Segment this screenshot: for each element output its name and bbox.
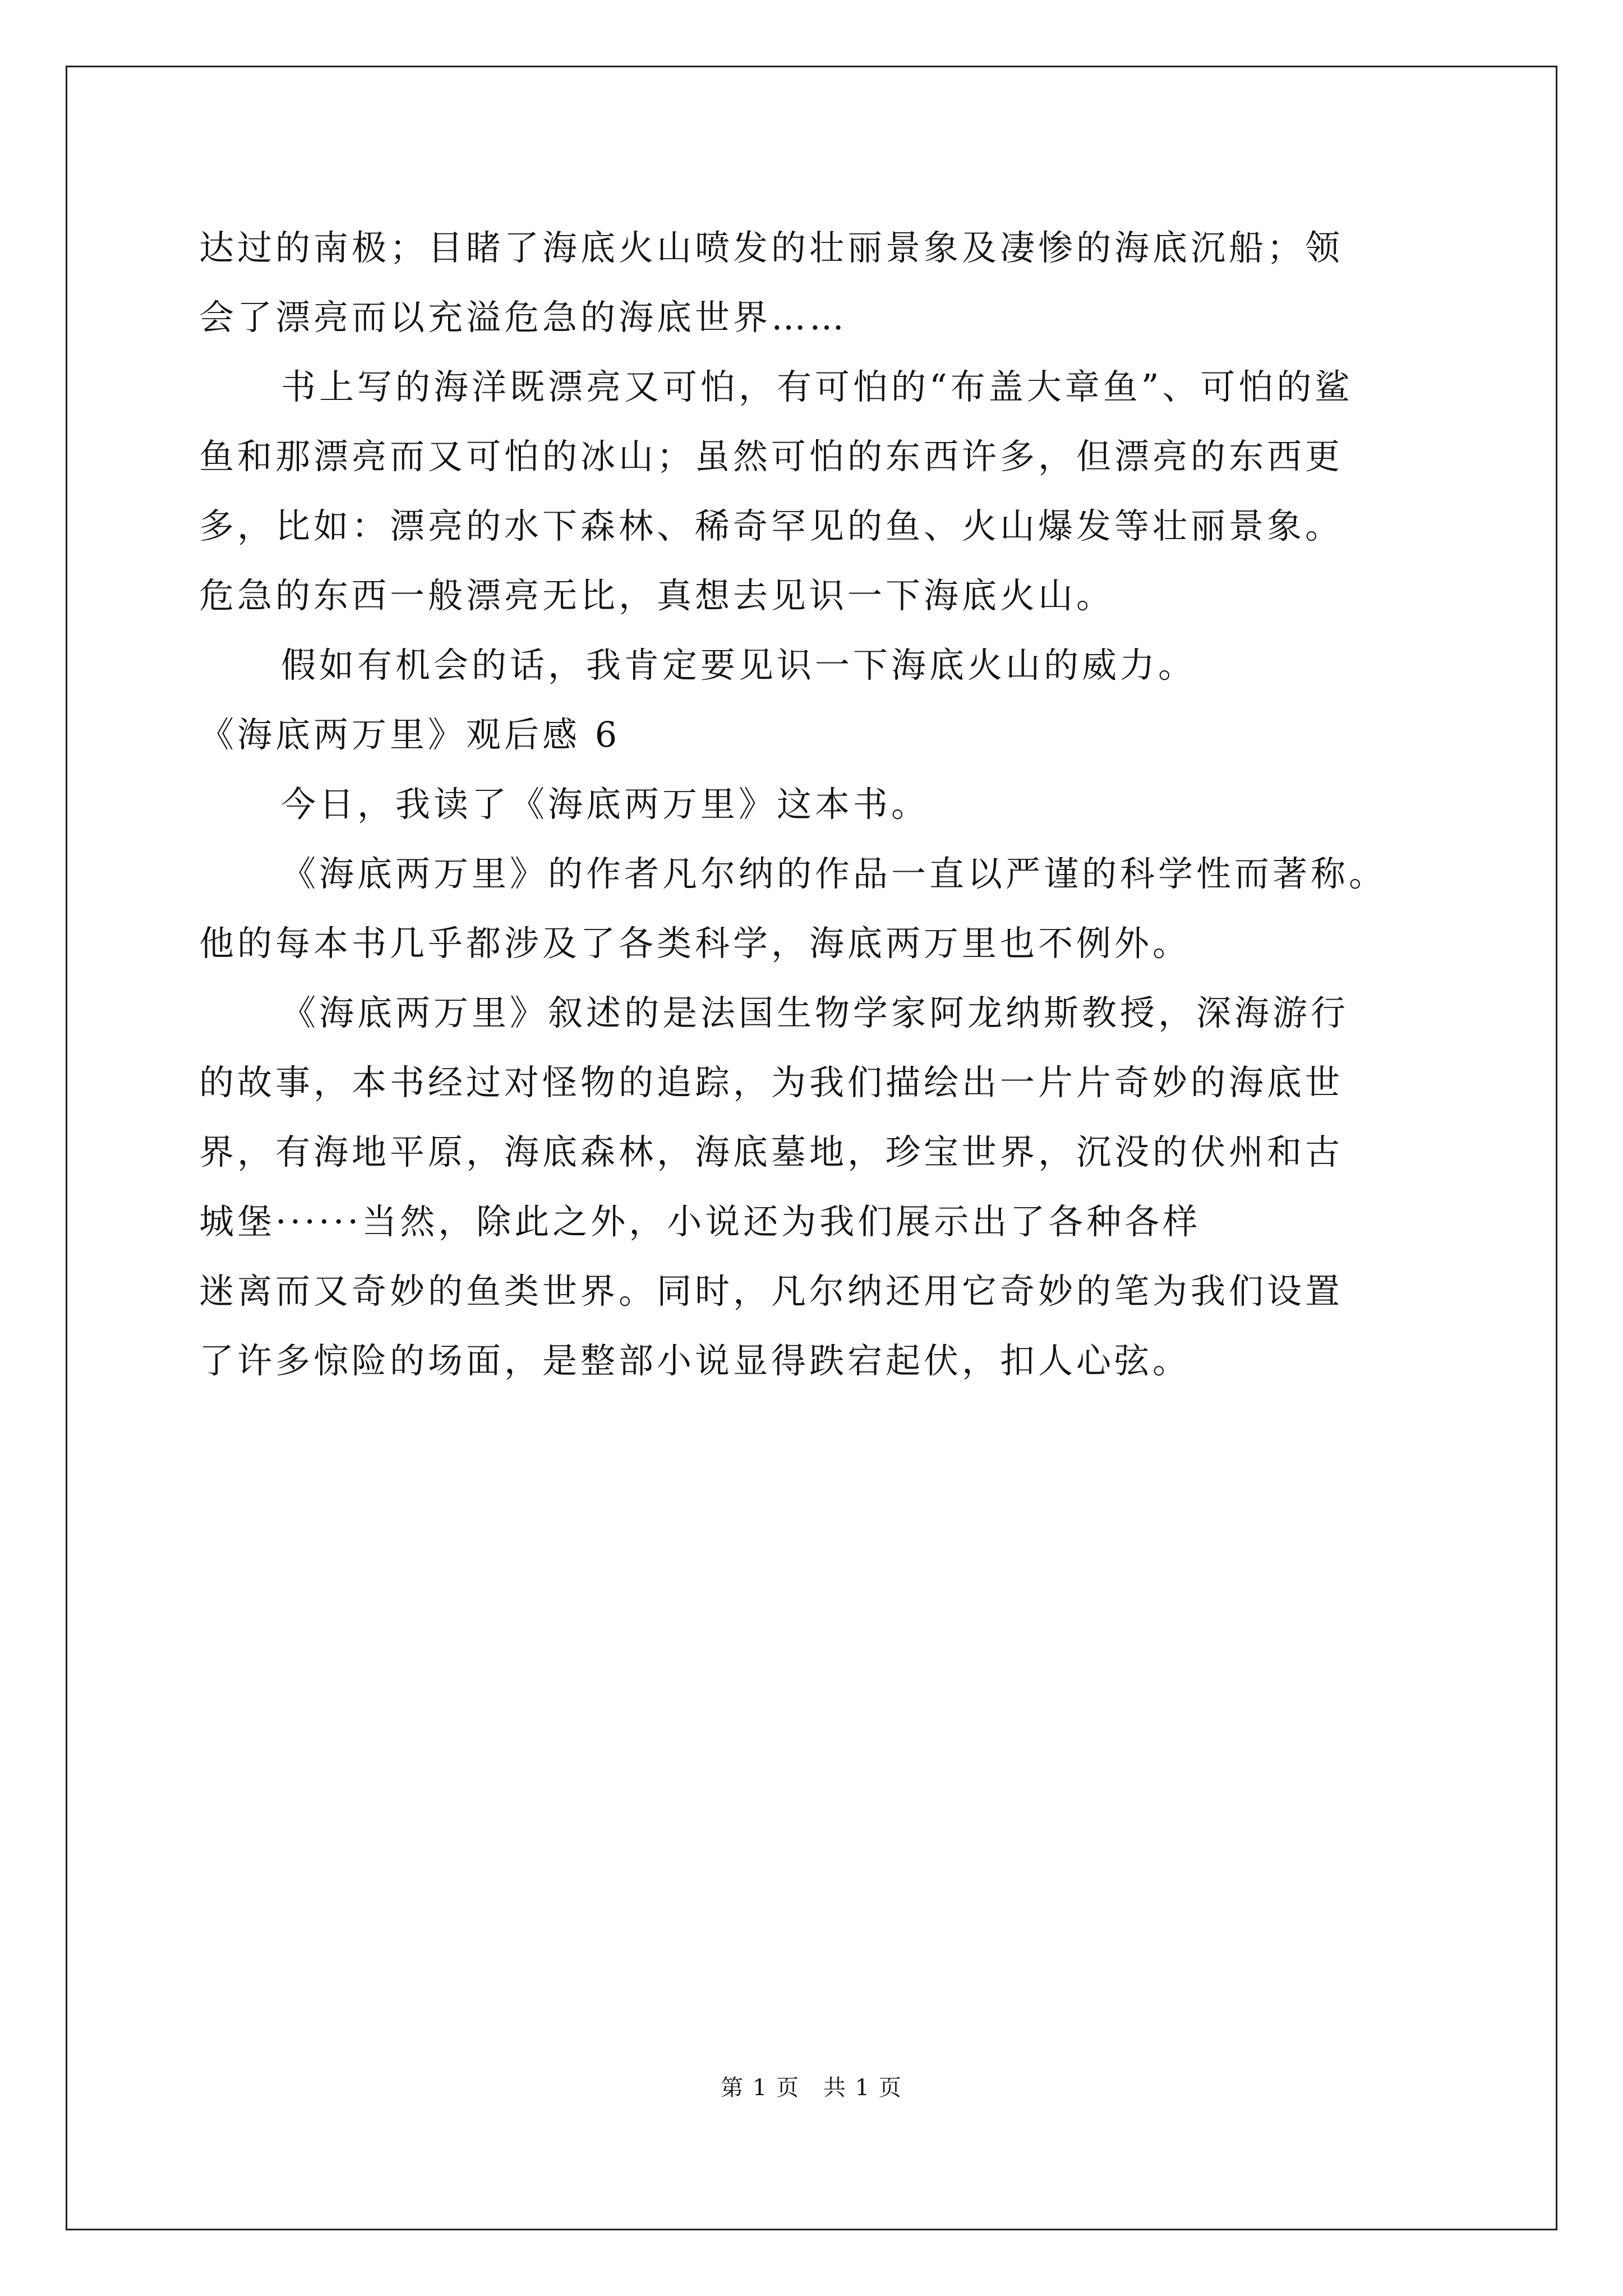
body-line: 危急的东西一般漂亮无比，真想去见识一下海底火山。 [199, 575, 1115, 616]
body-line: 他的每本书几乎都涉及了各类科学，海底两万里也不例外。 [199, 923, 1191, 964]
paragraph-start: 书上写的海洋既漂亮又可怕，有可怕的“布盖大章鱼”、可怕的鲨 [281, 366, 1353, 407]
body-line: 了许多惊险的场面，是整部小说显得跌宕起伏，扣人心弦。 [199, 1340, 1191, 1381]
paragraph-start: 今日，我读了《海底两万里》这本书。 [281, 784, 930, 825]
paragraph-start: 《海底两万里》叙述的是法国生物学家阿龙纳斯教授，深海游行 [281, 992, 1349, 1033]
body-line: 界，有海地平原，海底森林，海底墓地，珍宝世界，沉没的伏州和古 [199, 1131, 1344, 1172]
section-heading: 《海底两万里》观后感 6 [199, 714, 621, 755]
page-number-footer: 第 1 页 共 1 页 [721, 2075, 902, 2101]
body-line: 迷离而又奇妙的鱼类世界。同时，凡尔纳还用它奇妙的笔为我们设置 [199, 1271, 1344, 1312]
body-line: 城堡······当然，除此之外，小说还为我们展示出了各种各样 [199, 1201, 1201, 1242]
document-body [199, 213, 1433, 1396]
body-line: 鱼和那漂亮而又可怕的冰山；虽然可怕的东西许多，但漂亮的东西更 [199, 436, 1344, 477]
paragraph-start: 假如有机会的话，我肯定要见识一下海底火山的威力。 [281, 645, 1197, 685]
paragraph-start: 《海底两万里》的作者凡尔纳的作品一直以严谨的科学性而著称。 [281, 853, 1387, 894]
body-line: 会了漂亮而以充溢危急的海底世界…… [199, 297, 848, 338]
body-line: 多，比如：漂亮的水下森林、稀奇罕见的鱼、火山爆发等壮丽景象。 [199, 505, 1344, 546]
body-line: 的故事，本书经过对怪物的追踪，为我们描绘出一片片奇妙的海底世 [199, 1062, 1344, 1103]
body-line: 达过的南极；目睹了海底火山喷发的壮丽景象及凄惨的海底沉船；领 [199, 227, 1344, 268]
